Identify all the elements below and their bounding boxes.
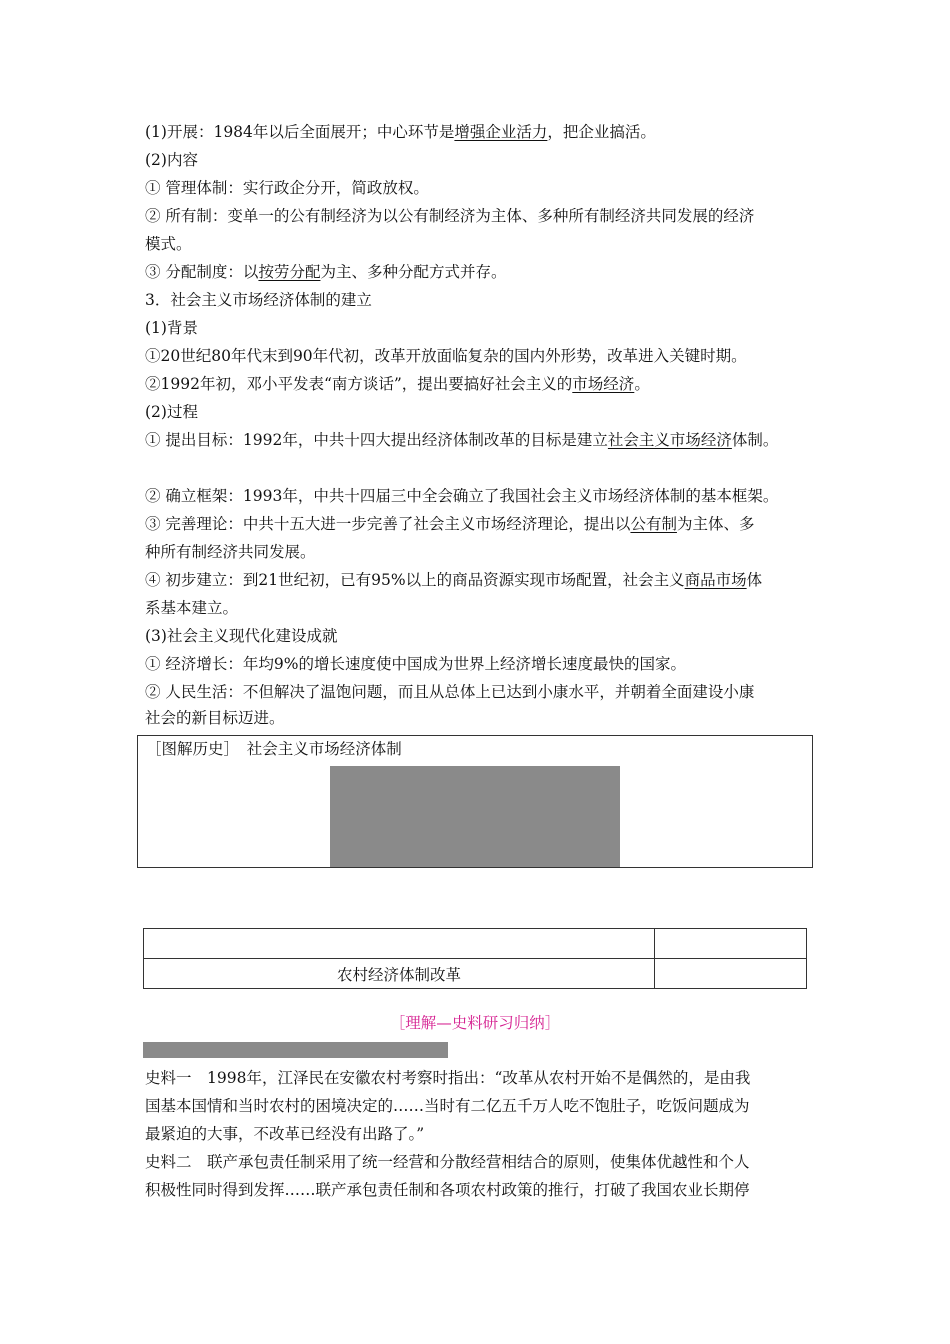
table-row xyxy=(144,959,807,989)
table-cell xyxy=(655,929,807,959)
figure-caption: ［图解历史］ 社会主义市场经济体制 xyxy=(146,740,402,758)
text-line: 模式。 xyxy=(145,235,192,253)
text-line: ① 管理体制：实行政企分开，简政放权。 xyxy=(145,179,429,197)
text-line: ① 提出目标：1992年，中共十四大提出经济体制改革的目标是建立社会主义市场经济体制。 xyxy=(145,431,779,449)
text-line: (2)内容 xyxy=(145,151,198,169)
figure-image-placeholder xyxy=(330,766,620,867)
text-line: (1)背景 xyxy=(145,319,198,337)
key-term: 市场经济 xyxy=(572,375,635,393)
text-line: ②1992年初，邓小平发表“南方谈话”，提出要搞好社会主义的市场经济。 xyxy=(145,375,650,393)
material-line: 史料一 1998年，江泽民在安徽农村考察时指出：“改革从农村开始不是偶然的，是由我 xyxy=(145,1069,751,1087)
text-line: (3)社会主义现代化建设成就 xyxy=(145,627,338,645)
key-term: 商品市场 xyxy=(684,571,747,589)
text-line: ② 人民生活：不但解决了温饱问题，而且从总体上已达到小康水平，并朝着全面建设小康 xyxy=(145,683,755,701)
section-title: ［理解—史料研习归纳］ xyxy=(389,1014,561,1032)
material-line: 史料二 联产承包责任制采用了统一经营和分散经营相结合的原则，使集体优越性和个人 xyxy=(145,1153,750,1171)
text-line: 系基本建立。 xyxy=(145,599,239,617)
text-line: ③ 分配制度：以按劳分配为主、多种分配方式并存。 xyxy=(145,263,507,281)
section-heading: 3．社会主义市场经济体制的建立 xyxy=(145,291,372,309)
table-row xyxy=(144,929,807,959)
redacted-heading-bar xyxy=(143,1042,448,1058)
summary-table xyxy=(143,928,807,989)
text-line: (2)过程 xyxy=(145,403,198,421)
material-line: 最紧迫的大事，不改革已经没有出路了。” xyxy=(145,1125,425,1143)
text-line: ② 确立框架：1993年，中共十四届三中全会确立了我国社会主义市场经济体制的基本框架。 xyxy=(145,487,779,505)
key-term: 按劳分配 xyxy=(258,263,321,281)
key-term: 公有制 xyxy=(630,515,677,533)
material-line: 积极性同时得到发挥……联产承包责任制和各项农村政策的推行，打破了我国农业长期停 xyxy=(145,1181,750,1199)
material-line: 国基本国情和当时农村的困境决定的……当时有二亿五千万人吃不饱肚子，吃饭问题成为 xyxy=(145,1097,750,1115)
table-cell xyxy=(144,929,655,959)
text-line: ④ 初步建立：到21世纪初，已有95%以上的商品资源实现市场配置，社会主义商品市场体 xyxy=(145,571,763,589)
text-line: ① 经济增长：年均9%的增长速度使中国成为世界上经济增长速度最快的国家。 xyxy=(145,655,687,673)
text-line: ③ 完善理论：中共十五大进一步完善了社会主义市场经济理论，提出以公有制为主体、多 xyxy=(145,515,755,533)
figure-box xyxy=(137,735,813,868)
text-line: ①20世纪80年代末到90年代初，改革开放面临复杂的国内外形势，改革进入关键时期。 xyxy=(145,347,747,365)
key-term: 社会主义市场经济 xyxy=(607,431,732,449)
text-line: ② 所有制：变单一的公有制经济为以公有制经济为主体、多种所有制经济共同发展的经济 xyxy=(145,207,755,225)
text-line: 种所有制经济共同发展。 xyxy=(145,543,316,561)
table-cell: 农村经济体制改革 xyxy=(144,959,655,989)
text-line: 社会的新目标迈进。 xyxy=(145,709,285,727)
text-line: (1)开展：1984年以后全面展开；中心环节是增强企业活力，把企业搞活。 xyxy=(145,123,656,141)
key-term: 增强企业活力 xyxy=(454,123,548,141)
table-cell xyxy=(655,959,807,989)
